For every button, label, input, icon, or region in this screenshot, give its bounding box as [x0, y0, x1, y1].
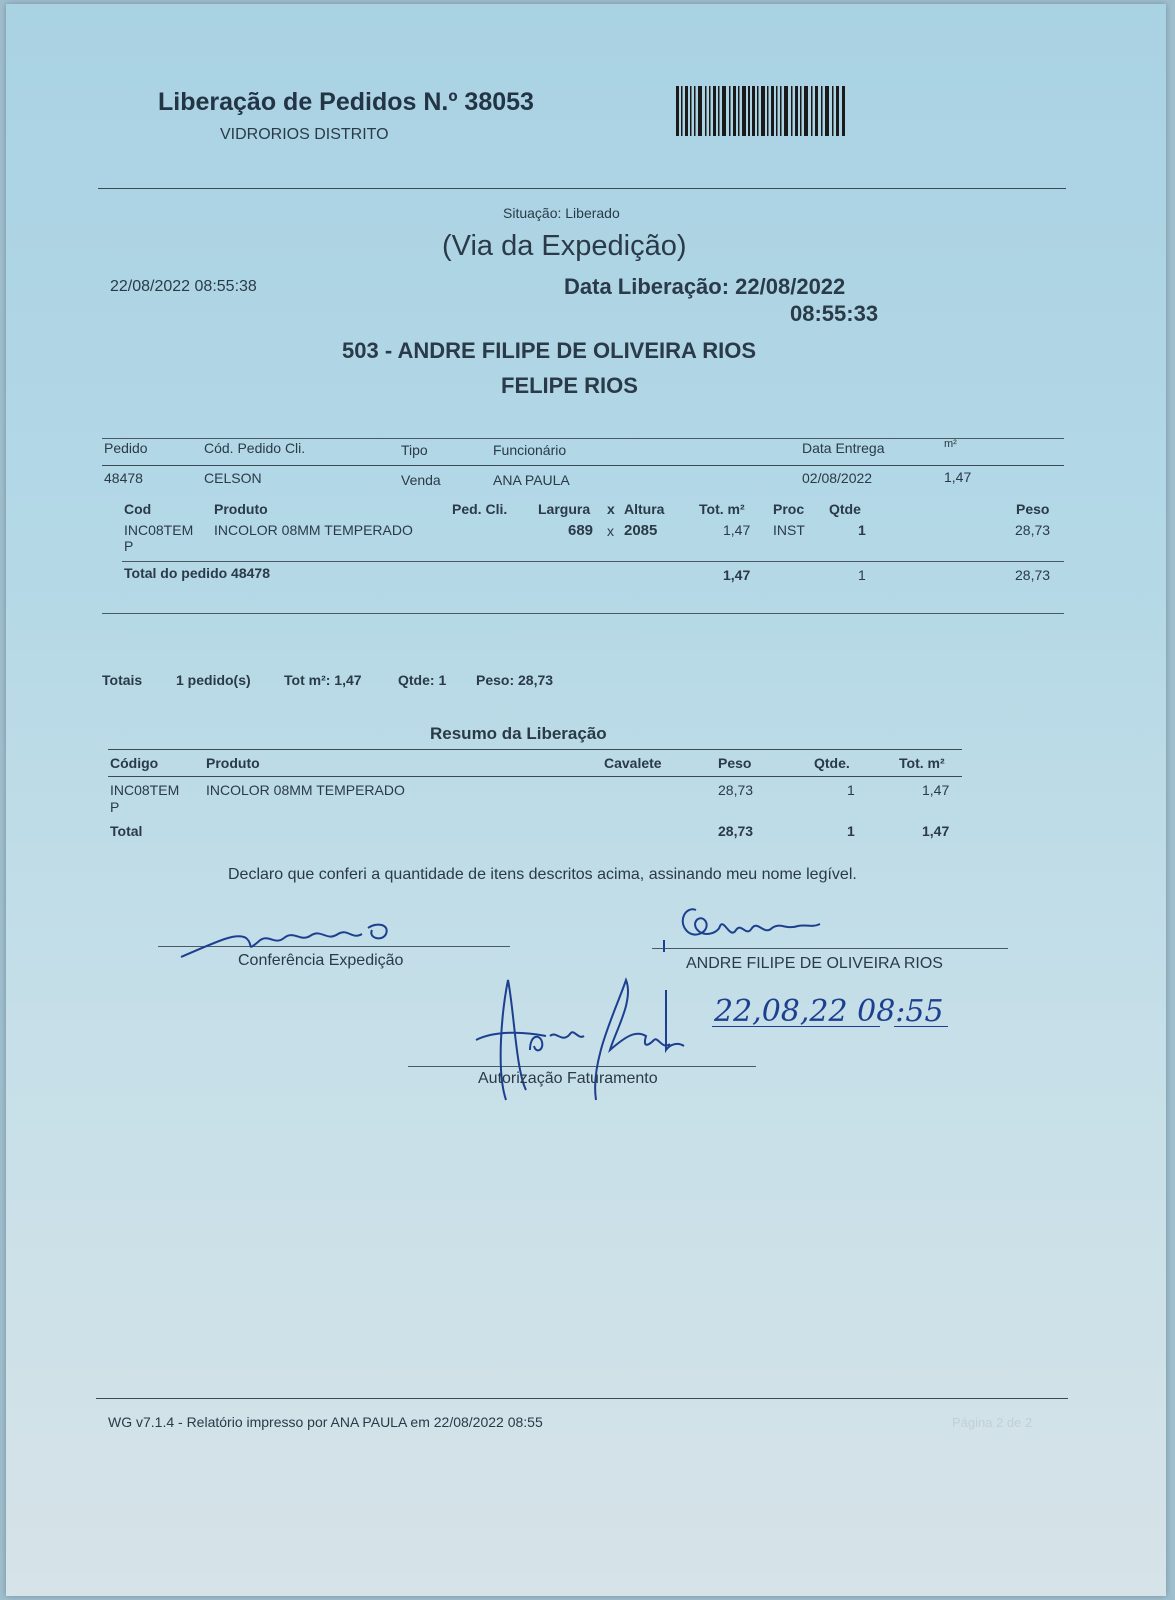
autorizacao-signature	[466, 970, 696, 1110]
totals-m2: Tot m²: 1,47	[284, 672, 362, 688]
item-peso: 28,73	[1015, 522, 1051, 538]
header-row-rule	[102, 465, 1064, 466]
summary-peso: 28,73	[718, 782, 754, 798]
summary-header-peso: Peso	[718, 755, 752, 771]
summary-title: Resumo da Liberação	[430, 724, 607, 743]
item-largura: 689	[568, 522, 594, 539]
item-cod-wrap: P	[124, 538, 134, 554]
item-proc: INST	[773, 522, 805, 538]
company-name: VIDRORIOS DISTRITO	[220, 126, 389, 143]
cliente-signature	[656, 900, 826, 956]
order-total-peso: 28,73	[1015, 567, 1051, 583]
totals-label: Totais	[102, 672, 143, 688]
handwritten-date-underline	[712, 1026, 880, 1027]
item-header-produto: Produto	[214, 501, 268, 517]
col-header-data-entrega: Data Entrega	[802, 440, 885, 456]
item-header-cod: Cod	[124, 501, 152, 517]
summary-qtde: 1	[847, 782, 855, 798]
client-short-name: FELIPE RIOS	[501, 373, 638, 398]
footer-printed-by: WG v7.1.4 - Relatório impresso por ANA PAULA em 22/08/2022 08:55	[108, 1414, 543, 1430]
summary-produto: INCOLOR 08MM TEMPERADO	[206, 782, 405, 798]
order-total-m2: 1,47	[723, 567, 751, 583]
item-header-peso: Peso	[1016, 501, 1050, 517]
item-header-qtde: Qtde	[829, 501, 861, 517]
client-name: 503 - ANDRE FILIPE DE OLIVEIRA RIOS	[342, 338, 756, 363]
summary-top-rule	[108, 749, 962, 750]
conferencia-label: Conferência Expedição	[238, 952, 404, 969]
item-produto: INCOLOR 08MM TEMPERADO	[214, 522, 413, 538]
handwritten-time-underline	[894, 1026, 948, 1027]
barcode	[676, 86, 846, 136]
item-header-altura: Altura	[624, 501, 665, 517]
item-tot-m2: 1,47	[723, 522, 751, 538]
release-date: Data Liberação: 22/08/2022	[564, 274, 846, 299]
cell-funcionario: ANA PAULA	[493, 472, 570, 488]
cliente-label: ANDRE FILIPE DE OLIVEIRA RIOS	[686, 955, 943, 972]
table-top-rule	[102, 438, 1064, 439]
cell-data-entrega: 02/08/2022	[802, 470, 873, 486]
summary-header-produto: Produto	[206, 755, 260, 771]
summary-header-cavalete: Cavalete	[604, 755, 662, 771]
footer-divider	[96, 1398, 1068, 1399]
document-title: Liberação de Pedidos N.º 38053	[158, 88, 534, 116]
item-x: x	[607, 523, 614, 539]
copy-type: (Via da Expedição)	[442, 230, 687, 262]
item-header-ped-cli: Ped. Cli.	[452, 501, 508, 517]
item-cod: INC08TEM	[124, 522, 194, 538]
cell-tipo: Venda	[401, 472, 441, 488]
order-total-label: Total do pedido 48478	[124, 565, 270, 581]
col-header-tipo: Tipo	[401, 442, 428, 458]
totals-qtde: Qtde: 1	[398, 672, 447, 688]
summary-total-tot-m2: 1,47	[922, 823, 950, 839]
order-total-qtde: 1	[858, 567, 866, 583]
cell-cod-pedido-cli: CELSON	[204, 470, 262, 486]
table-bottom-rule	[102, 613, 1064, 614]
summary-codigo-wrap: P	[110, 799, 120, 815]
summary-header-codigo: Código	[110, 755, 159, 771]
print-timestamp: 22/08/2022 08:55:38	[110, 278, 257, 295]
release-time: 08:55:33	[790, 301, 879, 326]
item-altura: 2085	[624, 522, 658, 539]
summary-header-qtde: Qtde.	[814, 755, 850, 771]
summary-total-peso: 28,73	[718, 823, 754, 839]
footer-page-number: Página 2 de 2	[952, 1415, 1033, 1430]
cell-pedido: 48478	[104, 470, 143, 486]
col-header-funcionario: Funcionário	[493, 442, 567, 458]
col-header-pedido: Pedido	[104, 440, 148, 456]
declaration-text: Declaro que conferi a quantidade de itens descritos acima, assinando meu nome legível.	[228, 866, 857, 883]
col-header-cod-pedido-cli: Cód. Pedido Cli.	[204, 440, 306, 456]
item-total-rule	[122, 561, 1064, 562]
handwritten-date: 22,08,22 08:55	[714, 994, 944, 1029]
header-divider	[98, 188, 1066, 189]
item-header-x: x	[607, 501, 615, 517]
summary-tot-m2: 1,47	[922, 782, 950, 798]
summary-header-rule	[108, 776, 962, 777]
item-header-largura: Largura	[538, 501, 591, 517]
autorizacao-label: Autorização Faturamento	[478, 1070, 658, 1087]
col-header-m2: m²	[944, 438, 957, 450]
item-qtde: 1	[858, 522, 866, 538]
summary-total-label: Total	[110, 823, 143, 839]
item-header-proc: Proc	[773, 501, 805, 517]
summary-header-tot-m2: Tot. m²	[899, 755, 945, 771]
item-header-tot-m2: Tot. m²	[699, 501, 745, 517]
summary-total-qtde: 1	[847, 823, 855, 839]
summary-codigo: INC08TEM	[110, 782, 180, 798]
totals-peso: Peso: 28,73	[476, 672, 554, 688]
document-page	[6, 4, 1166, 1596]
totals-pedidos: 1 pedido(s)	[176, 672, 251, 688]
cell-m2: 1,47	[944, 469, 972, 485]
status-text: Situação: Liberado	[503, 205, 620, 221]
